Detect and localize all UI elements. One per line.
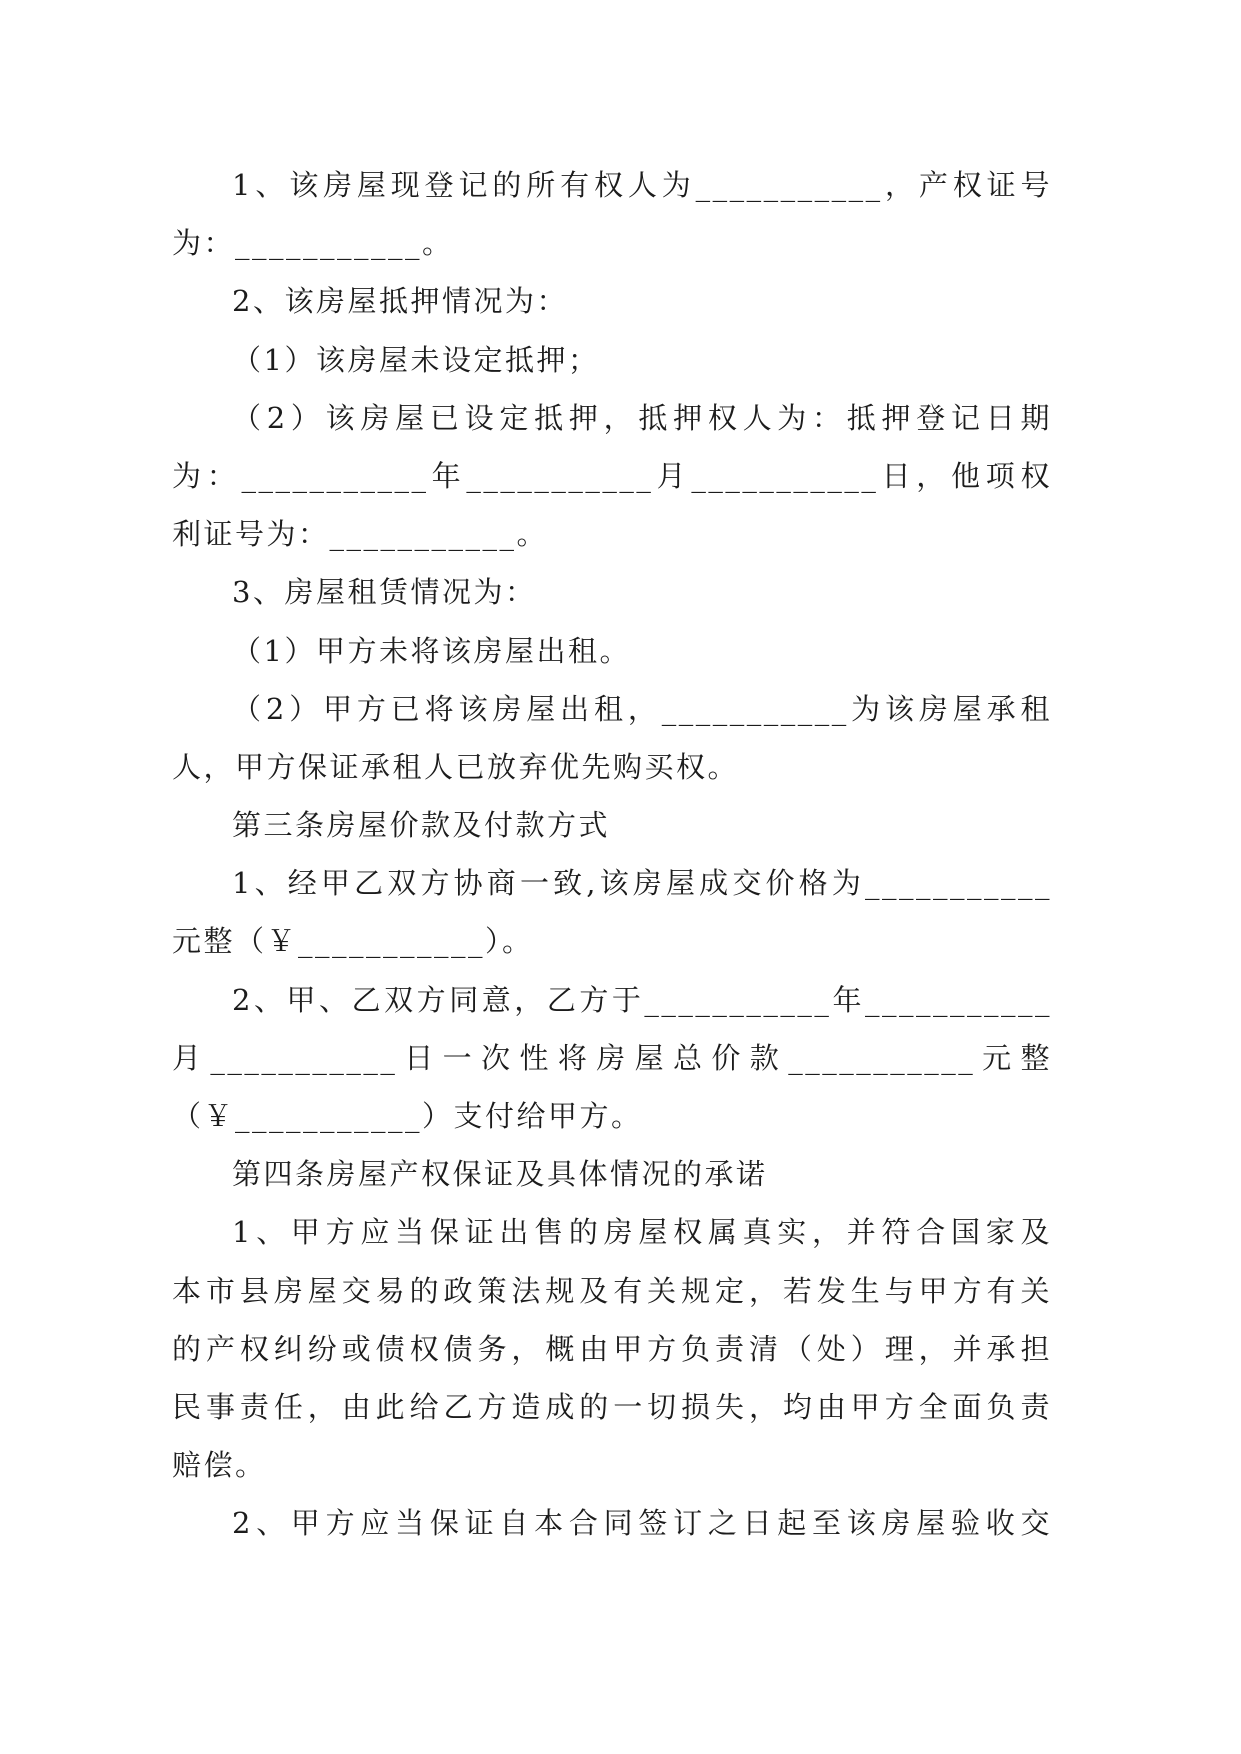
paragraph-line: 利证号为：___________。 (172, 517, 549, 552)
paragraph-mortgage-option-2 (172, 389, 1052, 564)
paragraph-line: 2、甲方应当保证自本合同签订之日起至该房屋验收交 (232, 1506, 1052, 1541)
paragraph-lease-option-1 (172, 622, 1052, 680)
paragraph-line: （￥___________）支付给甲方。 (172, 1099, 643, 1133)
paragraph-mortgage-option-1 (172, 331, 1052, 389)
paragraph-line: 1、经甲乙双方协商一致,该房屋成交价格为___________ (232, 866, 1052, 901)
section-heading-article-4 (172, 1145, 1052, 1203)
section-heading-article-3 (172, 796, 1052, 854)
paragraph-mortgage-status (172, 272, 1052, 330)
paragraph-price (172, 854, 1052, 970)
paragraph-payment (172, 971, 1052, 1146)
paragraph-line: 1、该房屋现登记的所有权人为___________，产权证号 (232, 168, 1052, 202)
paragraph-line: （1）该房屋未设定抵押； (232, 342, 600, 377)
paragraph-line: 2、甲、乙双方同意，乙方于___________年___________ (232, 982, 1052, 1017)
paragraph-line: （2）该房屋已设定抵押，抵押权人为：抵押登记日期 (232, 400, 1052, 435)
section-heading: 第四条房屋产权保证及具体情况的承诺 (232, 1157, 768, 1192)
paragraph-line: （2）甲方已将该房屋出租，___________为该房屋承租 (232, 691, 1052, 726)
paragraph-line: 月___________日一次性将房屋总价款___________元整 (172, 1040, 1052, 1075)
paragraph-line: （1）甲方未将该房屋出租。 (232, 633, 631, 668)
paragraph-line: 1、甲方应当保证出售的房屋权属真实，并符合国家及 (232, 1215, 1052, 1250)
paragraph-line: 元整（￥___________）。 (172, 924, 534, 959)
paragraph-line: 的产权纠纷或债权债务，概由甲方负责清（处）理，并承担 (172, 1331, 1052, 1366)
paragraph-owner-registration (172, 156, 1052, 272)
document-body (172, 156, 1052, 1553)
paragraph-line: 3、房屋租赁情况为： (232, 575, 537, 610)
section-heading: 第三条房屋价款及付款方式 (232, 808, 611, 843)
paragraph-line: 人，甲方保证承租人已放弃优先购买权。 (172, 749, 740, 784)
paragraph-line: 为：___________年___________月___________日，他项权 (172, 458, 1052, 493)
paragraph-line: 2、该房屋抵押情况为： (232, 284, 568, 319)
paragraph-delivery-guarantee (172, 1494, 1052, 1552)
paragraph-title-guarantee (172, 1203, 1052, 1494)
paragraph-lease-option-2 (172, 680, 1052, 796)
paragraph-line: 民事责任，由此给乙方造成的一切损失，均由甲方全面负责 (172, 1389, 1052, 1424)
paragraph-line: 赔偿。 (172, 1448, 267, 1483)
paragraph-line: 为：___________。 (172, 226, 454, 261)
paragraph-lease-status (172, 563, 1052, 621)
paragraph-line: 本市县房屋交易的政策法规及有关规定，若发生与甲方有关 (172, 1273, 1052, 1308)
